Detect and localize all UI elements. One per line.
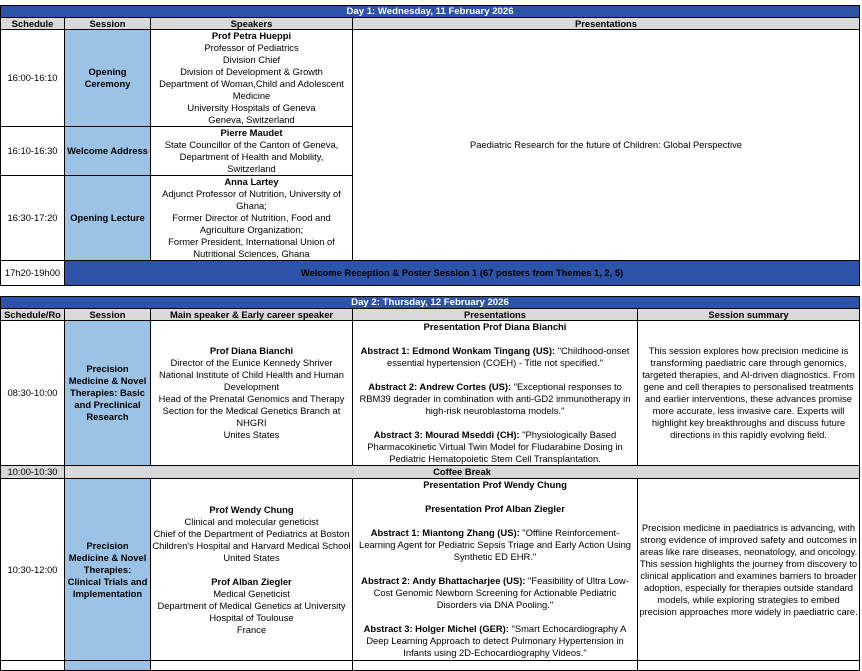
abstract-text: "Feasibility of Ultra Low-Cost Genomic Newborn Screening for Actionable Pediatric Disorders via DNA Pooling." bbox=[373, 575, 629, 610]
abstract-item bbox=[354, 345, 636, 369]
speaker-name: Anna Lartey bbox=[224, 176, 279, 187]
abstract-item bbox=[354, 381, 636, 417]
presentation-title: Presentation Prof Diana Bianchi bbox=[423, 321, 567, 332]
summary-cell: Precision medicine in paediatrics is advancing, with strong evidence of improved safety and outcomes in areas like rare diseases, neonatology, and oncology. This session highlights the journey from discovery to clinical application and examines barriers to broader adoption, especially for therapies outside standard models, while exploring strategies to embed precision approaches more widely in paediatric care. bbox=[638, 479, 860, 661]
speaker-line: Clinical and molecular geneticist bbox=[184, 515, 319, 527]
header-speakers: Speakers bbox=[151, 18, 353, 30]
abstract-item bbox=[354, 575, 636, 611]
speaker-line: Chief of the Department of Pediatrics at Boston Children's Hospital and Harvard Medical School bbox=[152, 527, 351, 551]
speaker-name: Prof Wendy Chung bbox=[209, 503, 294, 515]
time-cell: 08:30-10:00 bbox=[1, 321, 65, 466]
header-schedule: Schedule/Ro bbox=[1, 309, 65, 321]
speaker-line: Geneva, Switzerland bbox=[208, 114, 295, 125]
time-cell: 16:30-17:20 bbox=[1, 176, 65, 261]
speaker-name: Pierre Maudet bbox=[220, 127, 283, 138]
header-speaker: Main speaker & Early career speaker bbox=[151, 309, 353, 321]
abstract-text: "Childhood-onset essential hypertension (COEH) - Title not specified." bbox=[387, 345, 630, 368]
abstract-label: Abstract 1: Edmond Wonkam Tingang (US): bbox=[360, 345, 556, 356]
abstract-label: Abstract 3: Mourad Mseddi (CH): bbox=[373, 429, 520, 440]
time-cell: 10:30-12:00 bbox=[1, 479, 65, 661]
speaker-line: Adjunct Professor of Nutrition, University of Ghana; bbox=[162, 188, 341, 211]
summary-cell: This session explores how precision medicine is transforming paediatric care through genomics, targeted therapies, and AI-driven diagnostics. From gene and cell therapies to personalised treatments and earlier interventions, these advances promise more accurate, less invasive care. Experts will highlight key breakthroughs and discuss future directions in this rapidly evolving field. bbox=[638, 321, 860, 466]
header-session: Session bbox=[65, 18, 151, 30]
table-row bbox=[1, 30, 860, 127]
speaker-line: Switzerland bbox=[227, 163, 276, 174]
break-banner: Coffee Break bbox=[65, 466, 860, 479]
table-row bbox=[1, 466, 860, 479]
speaker-cell bbox=[151, 30, 353, 127]
abstract-text: "Exceptional responses to RBM39 degrader in combination with anti-GD2 immunotherapy in high-risk neuroblastoma models." bbox=[359, 381, 631, 416]
abstract-label: Abstract 3: Holger Michel (GER): bbox=[363, 623, 509, 634]
speaker-line: Head of the Prenatal Genomics and Therapy Section for the Medical Genetics Branch at NHGRI bbox=[158, 393, 345, 428]
abstract-item bbox=[354, 527, 636, 563]
abstract-text: "Offline Reinforcement-Learning Agent for Pediatric Sepsis Triage and Early Action Using Synthetic ED EHR." bbox=[358, 527, 632, 562]
speaker-line: Unites States bbox=[223, 429, 280, 440]
time-cell: 17h20-19h00 bbox=[1, 261, 65, 286]
speaker-line: France bbox=[236, 623, 267, 635]
speaker-line: Department of Health and Mobility, bbox=[179, 151, 324, 162]
speaker-line: Department of Woman,Child and Adolescent Medicine bbox=[159, 78, 344, 101]
speaker-cell bbox=[151, 321, 353, 466]
session-cell: Opening Lecture bbox=[65, 176, 151, 261]
speaker-cell bbox=[151, 127, 353, 176]
abstract-text: "Smart Echocardiography A Deep Learning Approach to detect Pulmonary Hypertension in Infants using 2D-Echocardiography Videos." bbox=[366, 623, 627, 658]
speaker-name: Prof Alban Ziegler bbox=[211, 575, 292, 587]
header-presentations: Presentations bbox=[353, 18, 860, 30]
header-summary: Session summary bbox=[638, 309, 860, 321]
session-cell: Precision Medicine & Novel Therapies: Basic and Preclinical Research bbox=[65, 321, 151, 466]
time-cell: 16:00-16:10 bbox=[1, 30, 65, 127]
abstract-label: Abstract 1: Miantong Zhang (US): bbox=[370, 527, 520, 538]
speaker-line: Division of Development & Growth bbox=[180, 66, 323, 77]
day1-title: Day 1: Wednesday, 11 February 2026 bbox=[1, 6, 860, 18]
table-row bbox=[1, 479, 860, 661]
presentation-cell: Paediatric Research for the future of Children: Global Perspective bbox=[353, 30, 860, 261]
speaker-line: Former Director of Nutrition, Food and Agriculture Organization; bbox=[172, 212, 331, 235]
abstract-text: "Physiologically Based Pharmacokinetic Virtual Twin Model for Fludarabine Dosing in Pediatric Hematopoietic Stem Cell Transplantation. bbox=[367, 429, 623, 464]
table-row bbox=[1, 661, 860, 671]
speaker-line: Former President, International Union of Nutritional Sciences, Ghana bbox=[168, 236, 335, 259]
abstract-label: Abstract 2: Andy Bhattacharjee (US): bbox=[361, 575, 526, 586]
session-cell: Opening Ceremony bbox=[65, 30, 151, 127]
table-row bbox=[1, 261, 860, 286]
table-row bbox=[1, 321, 860, 466]
speaker-line: Professor of Pediatrics bbox=[204, 42, 299, 53]
speaker-name: Prof Diana Bianchi bbox=[209, 345, 294, 356]
speaker-line: Director of the Eunice Kennedy Shriver National Institute of Child Health and Human Development bbox=[158, 357, 344, 392]
speaker-name: Prof Petra Hueppi bbox=[211, 30, 292, 41]
speaker-line: Department of Medical Genetics at University Hospital of Toulouse bbox=[157, 599, 346, 623]
abstract-item bbox=[354, 429, 636, 465]
presentation-title: Presentation Prof Alban Ziegler bbox=[425, 503, 565, 514]
session-cell: Welcome Address bbox=[65, 127, 151, 176]
speaker-line: Medical Geneticist bbox=[213, 587, 290, 599]
speaker-line: State Councillor of the Canton of Geneva, bbox=[164, 139, 339, 150]
speaker-line: Division Chief bbox=[222, 54, 281, 65]
presentation-cell bbox=[353, 479, 638, 661]
speaker-cell bbox=[151, 479, 353, 661]
day2-title: Day 2: Thursday, 12 February 2026 bbox=[1, 297, 860, 309]
time-cell: 10:00-10:30 bbox=[1, 466, 65, 479]
day1-table bbox=[0, 5, 860, 286]
speaker-line: University Hospitals of Geneva bbox=[187, 102, 316, 113]
abstract-item bbox=[354, 623, 636, 659]
reception-banner: Welcome Reception & Poster Session 1 (67 posters from Themes 1, 2, 5) bbox=[65, 261, 860, 286]
presentation-title: Presentation Prof Wendy Chung bbox=[423, 479, 567, 490]
header-schedule: Schedule bbox=[1, 18, 65, 30]
header-session: Session bbox=[65, 309, 151, 321]
speaker-cell bbox=[151, 176, 353, 261]
session-cell: Precision Medicine & Novel Therapies: Clinical Trials and Implementation bbox=[65, 479, 151, 661]
presentation-cell bbox=[353, 321, 638, 466]
day2-table bbox=[0, 296, 860, 671]
time-cell: 16:10-16:30 bbox=[1, 127, 65, 176]
speaker-line: United States bbox=[223, 551, 280, 563]
header-presentations: Presentations bbox=[353, 309, 638, 321]
abstract-label: Abstract 2: Andrew Cortes (US): bbox=[368, 381, 512, 392]
